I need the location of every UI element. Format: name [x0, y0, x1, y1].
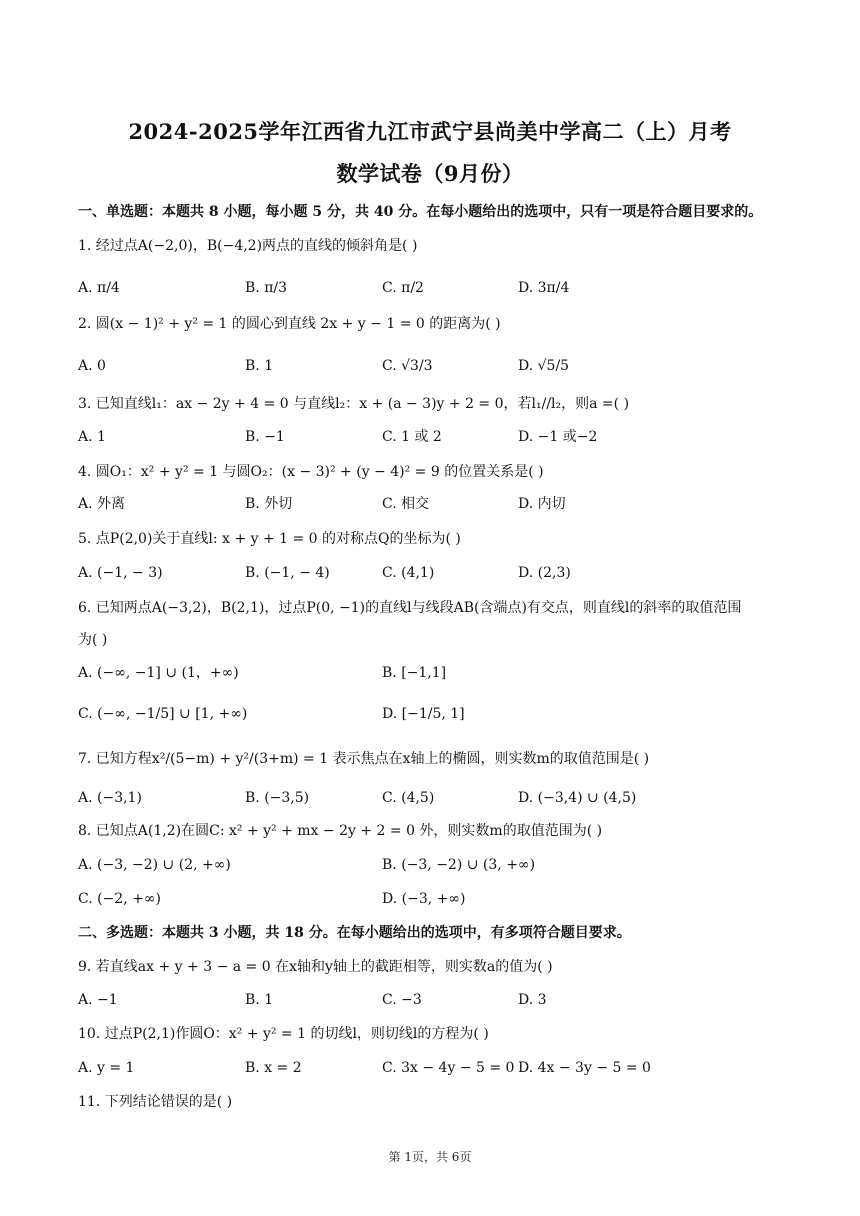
question-10-option-d: D. 4x − 3y − 5 = 0 [518, 1060, 651, 1076]
question-1-stem: 1. 经过点A(−2,0)，B(−4,2)两点的直线的倾斜角是( ) [78, 238, 418, 254]
question-3-option-a: A. 1 [78, 429, 106, 445]
question-5-stem: 5. 点P(2,0)关于直线l: x + y + 1 = 0 的对称点Q的坐标为( ) [78, 531, 461, 547]
question-4-option-c: C. 相交 [382, 496, 430, 512]
question-1-option-d: D. 3π/4 [518, 280, 570, 296]
question-4-option-d: D. 内切 [518, 496, 566, 512]
section-multiple-choice-header: 二、多选题：本题共 3 小题，共 18 分。在每小题给出的选项中，有多项符合题目要求。 [78, 925, 631, 941]
question-7-option-b: B. (−3,5) [245, 790, 310, 806]
question-3-option-d: D. −1 或−2 [518, 429, 598, 445]
question-9-option-c: C. −3 [382, 992, 422, 1008]
question-4-stem: 4. 圆O₁：x² + y² = 1 与圆O₂：(x − 3)² + (y − 4)² = 9 的位置关系是( ) [78, 464, 544, 480]
question-5-option-b: B. (−1, − 4) [245, 565, 330, 581]
question-7-stem: 7. 已知方程x²/(5−m) + y²/(3+m) = 1 表示焦点在x轴上的椭圆，则实数m的取值范围是( ) [78, 751, 650, 767]
exam-title-line1: 2024-2025学年江西省九江市武宁县尚美中学高二（上）月考 [128, 119, 732, 144]
question-2-option-b: B. 1 [245, 358, 274, 374]
question-6-option-c: C. (−∞, −1/5] ∪ [1, +∞) [78, 706, 248, 722]
page-footer: 第 1页，共 6页 [388, 1150, 472, 1164]
question-8-option-c: C. (−2, +∞) [78, 891, 161, 907]
question-9-option-a: A. −1 [78, 992, 118, 1008]
exam-title-line2: 数学试卷（9月份） [336, 161, 524, 186]
question-2-option-a: A. 0 [78, 358, 106, 374]
question-8-stem: 8. 已知点A(1,2)在圆C: x² + y² + mx − 2y + 2 = 0 外，则实数m的取值范围为( ) [78, 823, 603, 839]
question-3-stem: 3. 已知直线l₁：ax − 2y + 4 = 0 与直线l₂：x + (a − 3)y + 2 = 0，若l₁//l₂，则a =( ) [78, 396, 630, 412]
question-10-stem: 10. 过点P(2,1)作圆O：x² + y² = 1 的切线l，则切线l的方程为( ) [78, 1026, 489, 1042]
question-2-stem: 2. 圆(x − 1)² + y² = 1 的圆心到直线 2x + y − 1 = 0 的距离为( ) [78, 316, 501, 332]
question-1-option-a: A. π/4 [78, 280, 120, 296]
question-7-option-d: D. (−3,4) ∪ (4,5) [518, 790, 637, 806]
section-single-choice-header: 一、单选题：本题共 8 小题，每小题 5 分，共 40 分。在每小题给出的选项中，只有一项是符合题目要求的。 [78, 204, 763, 220]
question-9-option-b: B. 1 [245, 992, 274, 1008]
question-2-option-d: D. √5/5 [518, 358, 570, 374]
question-6-option-d: D. [−1/5, 1] [382, 706, 465, 722]
question-1-option-c: C. π/2 [382, 280, 424, 296]
question-10-option-b: B. x = 2 [245, 1060, 302, 1076]
question-6-option-b: B. [−1,1] [382, 665, 447, 681]
question-11-stem: 11. 下列结论错误的是( ) [78, 1094, 233, 1110]
question-8-option-d: D. (−3, +∞) [382, 891, 466, 907]
question-8-option-a: A. (−3, −2) ∪ (2, +∞) [78, 857, 231, 873]
question-9-stem: 9. 若直线ax + y + 3 − a = 0 在x轴和y轴上的截距相等，则实数a的值为( ) [78, 959, 553, 975]
question-6-option-a: A. (−∞, −1] ∪ (1，+∞) [78, 665, 239, 681]
question-2-option-c: C. √3/3 [382, 358, 433, 374]
question-5-option-a: A. (−1, − 3) [78, 565, 163, 581]
question-6-stem-line2: 为( ) [78, 632, 108, 648]
question-3-option-b: B. −1 [245, 429, 285, 445]
question-6-stem-line1: 6. 已知两点A(−3,2)，B(2,1)，过点P(0, −1)的直线l与线段AB(含端点)有交点，则直线l的斜率的取值范围 [78, 600, 742, 616]
question-5-option-c: C. (4,1) [382, 565, 435, 581]
question-7-option-c: C. (4,5) [382, 790, 435, 806]
question-3-option-c: C. 1 或 2 [382, 429, 442, 445]
question-8-option-b: B. (−3, −2) ∪ (3, +∞) [382, 857, 536, 873]
question-7-option-a: A. (−3,1) [78, 790, 142, 806]
question-10-option-c: C. 3x − 4y − 5 = 0 [382, 1060, 515, 1076]
question-4-option-b: B. 外切 [245, 496, 293, 512]
question-1-option-b: B. π/3 [245, 280, 288, 296]
question-10-option-a: A. y = 1 [78, 1060, 135, 1076]
question-4-option-a: A. 外离 [78, 496, 126, 512]
question-5-option-d: D. (2,3) [518, 565, 571, 581]
question-9-option-d: D. 3 [518, 992, 547, 1008]
